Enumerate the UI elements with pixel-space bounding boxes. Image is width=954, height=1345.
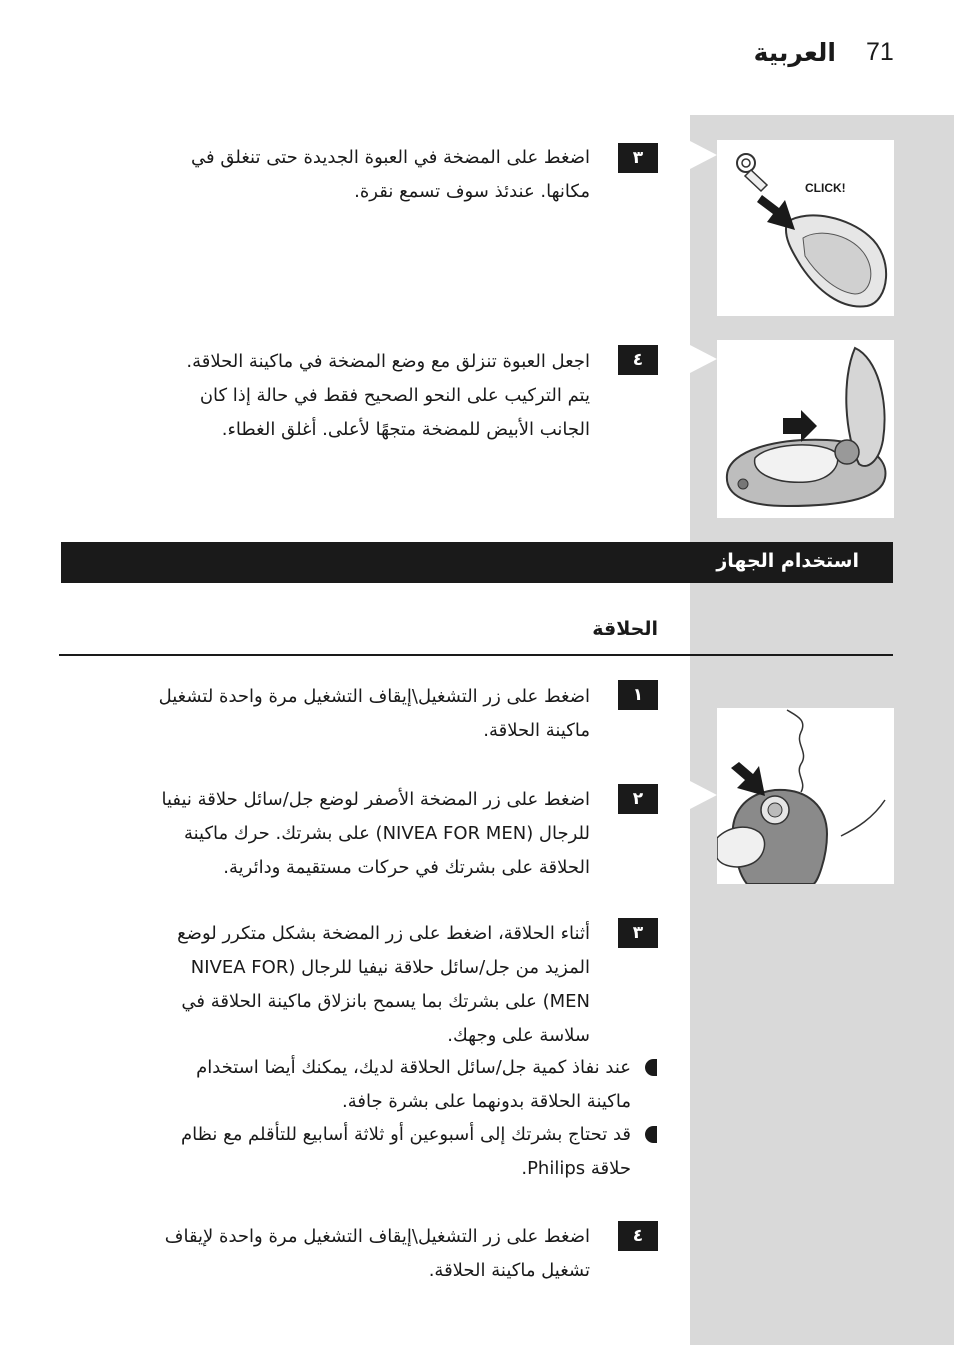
refill-click-illustration xyxy=(717,140,894,316)
bullet-icon xyxy=(645,1126,657,1143)
language-title: العربية xyxy=(753,38,836,67)
step-text: اضغط على المضخة في العبوة الجديدة حتى تنغلق في مكانها. عندئذ سوف تسمع نقرة. xyxy=(191,147,590,202)
subsection-title: الحلاقة xyxy=(592,618,658,640)
step-text: اضغط على زر التشغيل\إيقاف التشغيل مرة واحدة لتشغيل ماكينة الحلاقة. xyxy=(158,686,590,741)
refill-pump-icon xyxy=(717,140,894,316)
divider xyxy=(59,654,893,656)
step-badge: ٢ xyxy=(618,784,658,814)
shaving-hand-icon xyxy=(717,708,894,884)
step-badge: ٣ xyxy=(618,143,658,173)
callout-pointer xyxy=(690,781,717,809)
click-label: CLICK! xyxy=(805,181,846,195)
callout-pointer xyxy=(690,345,717,373)
step-text: اجعل العبوة تنزلق مع وضع المضخة في ماكينة الحلاقة. يتم التركيب على النحو الصحيح فقط في حالة إذا كان الجانب الأبيض للمضخة متجهًا لأعلى. أغلق الغطاء. xyxy=(186,351,590,440)
step-badge: ١ xyxy=(618,680,658,710)
shaver-icon xyxy=(717,340,894,518)
shaving-face-illustration xyxy=(717,708,894,884)
tip-text: قد تحتاج بشرتك إلى أسبوعين أو ثلاثة أسابيع للتأقلم مع نظام حلاقة Philips. xyxy=(180,1124,631,1179)
tip-text: عند نفاذ كمية جل/سائل الحلاقة لديك، يمكنك أيضا استخدام ماكينة الحلاقة بدونهما على بشرة جافة. xyxy=(196,1057,631,1112)
callout-pointer xyxy=(690,141,717,169)
step-text: اضغط على زر التشغيل\إيقاف التشغيل مرة واحدة لإيقاف تشغيل ماكينة الحلاقة. xyxy=(164,1226,590,1281)
step-badge: ٤ xyxy=(618,345,658,375)
step-text: اضغط على زر المضخة الأصفر لوضع جل/سائل حلاقة نيفيا للرجال (NIVEA FOR MEN) على بشرتك. حرك ماكينة الحلاقة على بشرتك في حركات مستقيمة ودائرية. xyxy=(161,789,590,878)
step-text: أثناء الحلاقة، اضغط على زر المضخة بشكل متكرر لوضع المزيد من جل/سائل حلاقة نيفيا للرجال (NIVEA FOR MEN) على بشرتك بما يسمح بانزلاق ماكينة الحلاقة في سلاسة على وجهك. xyxy=(177,923,590,1046)
step-badge: ٣ xyxy=(618,918,658,948)
step-badge: ٤ xyxy=(618,1221,658,1251)
bullet-icon xyxy=(645,1059,657,1076)
shaver-open-lid-illustration xyxy=(717,340,894,518)
section-title: استخدام الجهاز xyxy=(716,550,859,572)
section-header-bar xyxy=(61,542,893,583)
page-number: 71 xyxy=(866,38,894,66)
